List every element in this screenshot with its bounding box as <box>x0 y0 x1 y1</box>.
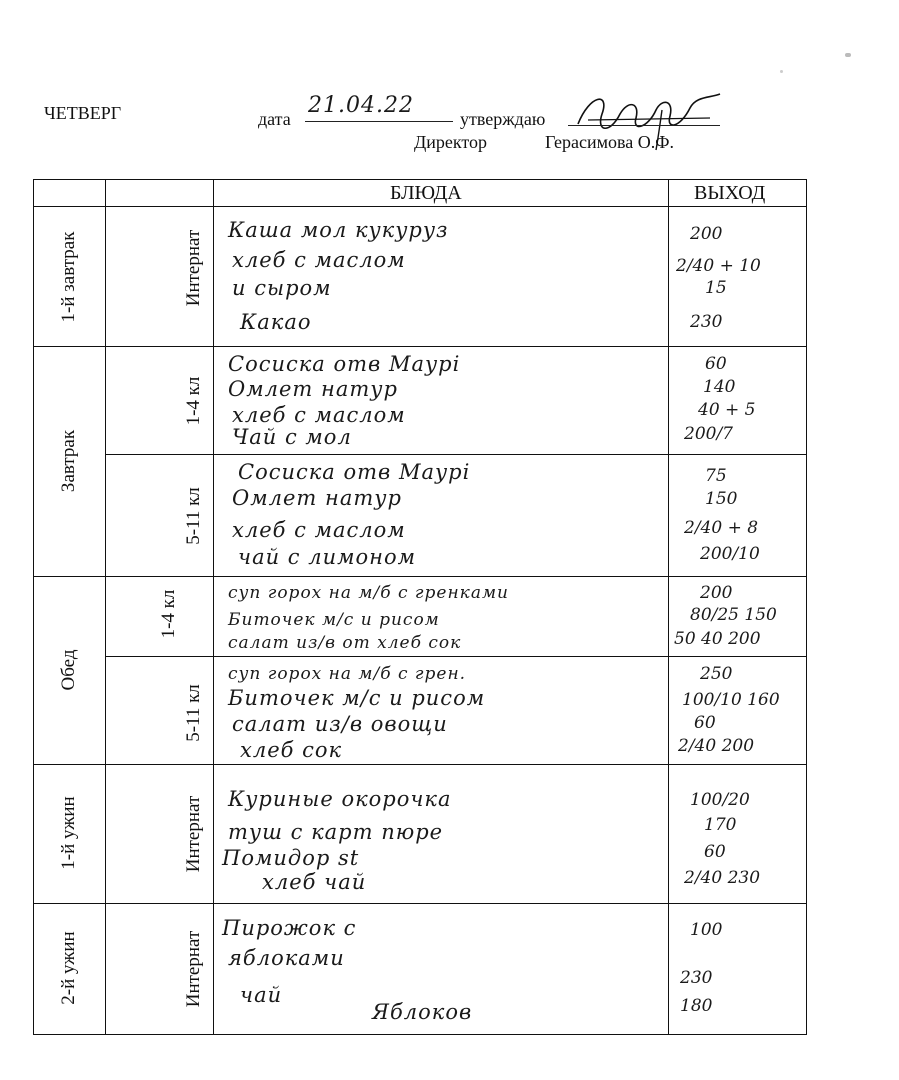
out-b2g1-4: 200/7 <box>684 424 733 444</box>
out-lunchg2-1: 250 <box>700 664 733 684</box>
dish-d1-4: хлеб чай <box>262 870 367 894</box>
out-b2g2-3: 2/40 + 8 <box>684 518 759 538</box>
meal-label-lunch: Обед <box>58 649 79 691</box>
group-label-lunch-g2: 5-11 кл <box>183 684 204 742</box>
out-d2-3: 180 <box>680 996 713 1016</box>
dish-d2-2: яблоками <box>228 946 345 970</box>
out-b2g1-3: 40 + 5 <box>698 400 756 420</box>
scan-speck <box>845 53 851 57</box>
dish-b2g2-4: чай с лимоном <box>238 545 417 569</box>
director-name: Герасимова О.Ф. <box>545 132 674 152</box>
dish-b2g2-1: Сосиска отв Маурі <box>238 460 471 484</box>
group-label-d1: Интернат <box>183 795 204 873</box>
day-of-week: ЧЕТВЕРГ <box>44 103 122 123</box>
dish-lunchg2-1: суп горох на м/б с грен. <box>228 664 467 684</box>
out-b1-3: 15 <box>705 278 727 298</box>
dish-d2-3: чай <box>240 983 283 1007</box>
dish-lunchg1-2: Биточек м/с и рисом <box>228 610 440 630</box>
dish-d1-3: Помидор st <box>222 846 360 870</box>
out-lunchg1-2: 80/25 150 <box>690 605 777 625</box>
dish-d1-1: Куриные окорочка <box>228 787 452 811</box>
group-label-lunch-g1: 1-4 кл <box>158 589 179 639</box>
out-b1-2: 2/40 + 10 <box>676 256 761 276</box>
meal-label-dinner2: 2-й ужин <box>58 931 79 1005</box>
out-b2g2-1: 75 <box>705 466 727 486</box>
dish-b2g1-2: Омлет натур <box>228 377 398 401</box>
dish-b1-4: Какао <box>240 310 312 334</box>
group-label-b1: Интернат <box>183 229 204 307</box>
out-b1-4: 230 <box>690 312 723 332</box>
out-d1-1: 100/20 <box>690 790 750 810</box>
out-b2g1-1: 60 <box>705 354 727 374</box>
date-value: 21.04.22 <box>308 93 414 118</box>
out-d1-3: 60 <box>704 842 726 862</box>
out-lunchg1-1: 200 <box>700 583 733 603</box>
dish-b2g1-4: Чай с мол <box>232 425 352 449</box>
out-d2-2: 230 <box>680 968 713 988</box>
out-lunchg2-2: 100/10 160 <box>682 690 780 710</box>
dish-b2g2-3: хлеб с маслом <box>232 518 406 542</box>
group-label-b2-g1: 1-4 кл <box>183 376 204 426</box>
dish-lunchg1-3: салат из/в от хлеб сок <box>228 633 462 653</box>
out-b2g1-2: 140 <box>703 377 736 397</box>
out-d1-4: 2/40 230 <box>684 868 761 888</box>
dish-lunchg2-2: Биточек м/с и рисом <box>228 686 486 710</box>
col-header-dishes: БЛЮДА <box>390 182 462 204</box>
scan-speck <box>780 70 783 73</box>
dish-b2g1-1: Сосиска отв Мауpi <box>228 352 461 376</box>
date-underline <box>305 121 453 122</box>
out-d1-2: 170 <box>704 815 737 835</box>
date-label: дата <box>258 109 291 129</box>
dish-b2g1-3: хлеб с маслом <box>232 403 406 427</box>
meal-label-dinner1: 1-й ужин <box>58 796 79 870</box>
col-header-output: ВЫХОД <box>694 182 766 204</box>
out-b2g2-2: 150 <box>705 489 738 509</box>
dish-d2-4: Яблоков <box>372 1000 473 1024</box>
group-label-d2: Интернат <box>183 930 204 1008</box>
out-d2-1: 100 <box>690 920 723 940</box>
dish-d2-1: Пирожок с <box>222 916 357 940</box>
approve-label: утверждаю <box>460 109 546 129</box>
dish-d1-2: туш с карт пюре <box>228 820 444 844</box>
meal-label-breakfast1: 1-й завтрак <box>58 231 79 323</box>
dish-b1-3: и сыром <box>232 276 332 300</box>
dish-b1-1: Каша мол кукуруз <box>228 218 449 242</box>
group-label-b2-g2: 5-11 кл <box>183 487 204 545</box>
out-lunchg2-3: 60 <box>694 713 716 733</box>
dish-b2g2-2: Омлет натур <box>232 486 402 510</box>
out-b1-1: 200 <box>690 224 723 244</box>
dish-b1-2: хлеб с маслом <box>232 248 406 272</box>
meal-label-breakfast2: Завтрак <box>58 429 79 493</box>
out-lunchg2-4: 2/40 200 <box>678 736 755 756</box>
dish-lunchg1-1: суп горох на м/б с гренками <box>228 583 509 603</box>
signature-underline <box>568 125 720 126</box>
dish-lunchg2-4: хлеб сок <box>240 738 343 762</box>
director-label: Директор <box>414 132 488 152</box>
dish-lunchg2-3: салат из/в овощи <box>232 712 448 736</box>
out-b2g2-4: 200/10 <box>700 544 760 564</box>
out-lunchg1-3: 50 40 200 <box>674 629 761 649</box>
